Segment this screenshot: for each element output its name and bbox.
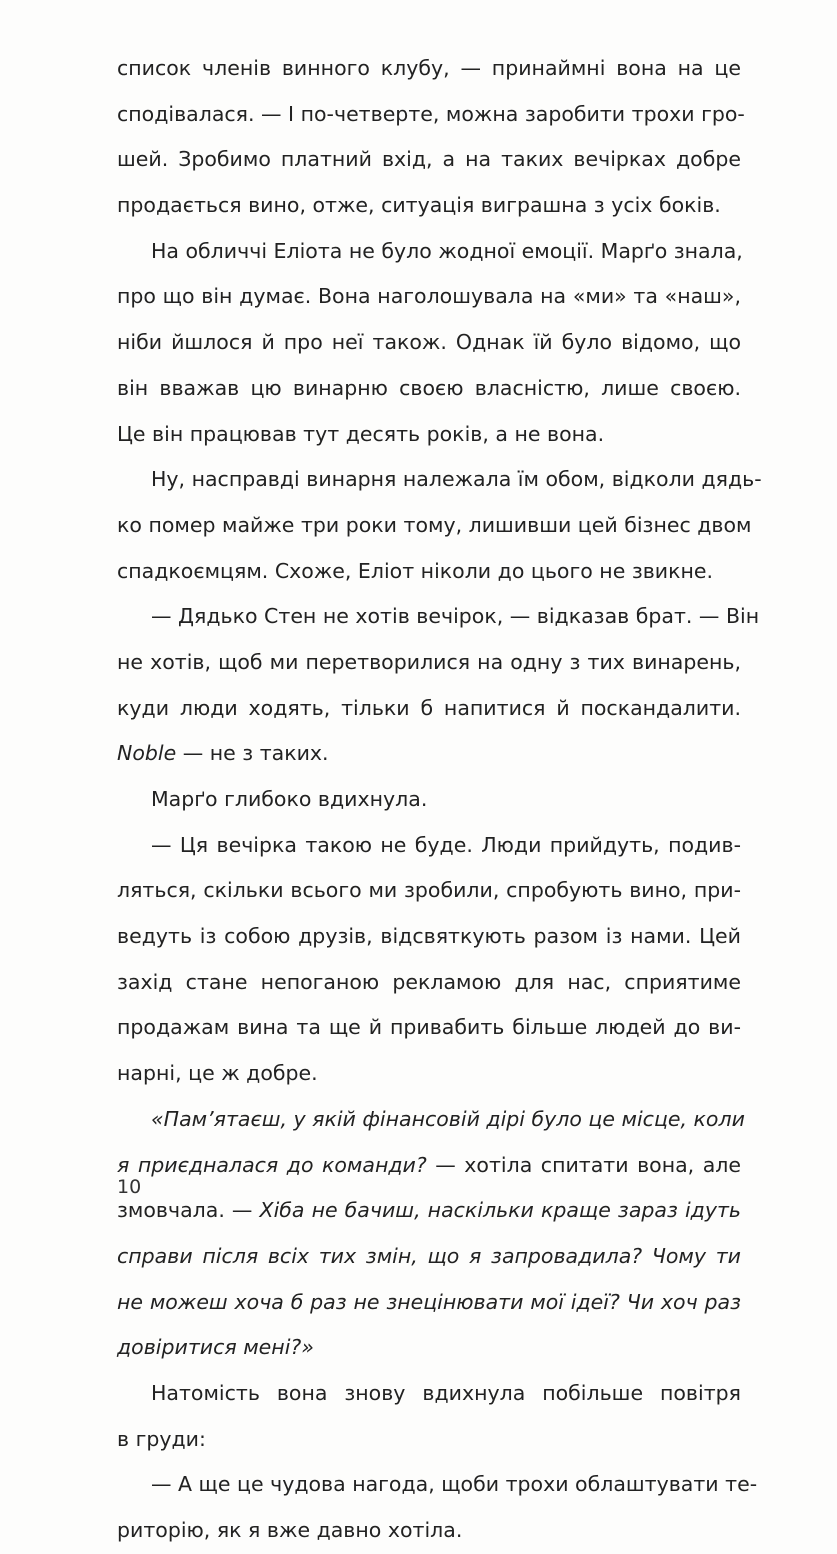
- text-line: [117, 731, 741, 777]
- text-line: — Дядько Стен не хотів вечірок, — відказав брат. — Він: [151, 604, 760, 629]
- text-line: продається вино, отже, ситуація виграшна з усіх боків.: [117, 193, 721, 218]
- text-line: риторію, як я вже давно хотіла.: [117, 1518, 463, 1542]
- text-line: ляться, скільки всього ми зробили, спробують вино, при-: [117, 878, 741, 903]
- text-fragment: — хотіла спитати вона, але: [426, 1152, 741, 1177]
- text-line: ведуть із собою друзів, відсвяткують разом із нами. Цей: [117, 924, 741, 949]
- text-line: Марґо глибоко вдихнула.: [151, 787, 428, 811]
- text-line: Це він працював тут десять років, а не вона.: [117, 421, 605, 446]
- text-line: «Пам’ятаєш, у якій фінансовій дірі було це місце, коли: [151, 1106, 745, 1131]
- text-line: спадкоємцям. Схоже, Еліот ніколи до цього не звикне.: [117, 558, 714, 583]
- text-line: куди люди ходять, тільки б напитися й поскандалити.: [117, 695, 741, 720]
- text-line: [117, 1188, 741, 1234]
- text-fragment: Хіба не бачиш, наскільки краще зараз ідуть: [259, 1198, 741, 1223]
- page-body: [117, 46, 762, 1554]
- text-fragment: я приєдналася до команди?: [117, 1152, 427, 1177]
- text-fragment: — не з таких.: [182, 741, 329, 766]
- text-line: — Ця вечірка такою не буде. Люди прийдуть, подив-: [151, 832, 741, 857]
- text-line: сподівалася. — І по-четверте, можна заробити трохи гро-: [117, 101, 745, 126]
- text-line: ніби йшлося й про неї також. Однак їй було відомо, що: [117, 330, 741, 355]
- text-line: справи після всіх тих змін, що я запровадила? Чому ти: [117, 1243, 741, 1268]
- text-line: нарні, це ж добре.: [117, 1061, 318, 1086]
- text-line: — А ще це чудова нагода, щоби трохи облаштувати те-: [151, 1472, 758, 1497]
- text-line: захід стане непоганою рекламою для нас, сприятиме: [117, 969, 741, 994]
- text-line: [117, 1143, 741, 1189]
- noble-brand-name: Noble: [117, 741, 177, 766]
- text-line: він вважав цю винарню своєю власністю, лише своєю.: [117, 375, 741, 400]
- text-line: На обличчі Еліота не було жодної емоції. Марґо знала,: [151, 238, 743, 263]
- text-line: в груди:: [117, 1426, 206, 1451]
- text-line: довіритися мені?»: [117, 1335, 314, 1360]
- text-line: шей. Зробимо платний вхід, а на таких вечірках добре: [117, 147, 741, 172]
- text-line: не хотів, щоб ми перетворилися на одну з тих винарень,: [117, 649, 741, 674]
- text-line: Ну, насправді винарня належала їм обом, відколи дядь-: [151, 467, 762, 492]
- page-number: 10: [117, 1176, 142, 1198]
- text-fragment: змовчала. —: [117, 1198, 260, 1223]
- text-line: продажам вина та ще й привабить більше людей до ви-: [117, 1015, 741, 1040]
- text-line: список членів винного клубу, — принаймні вона на це: [117, 56, 741, 80]
- text-line: Натомість вона знову вдихнула побільше повітря: [151, 1380, 741, 1405]
- text-line: не можеш хоча б раз не знецінювати мої ідеї? Чи хоч раз: [117, 1289, 741, 1314]
- text-line: ко помер майже три роки тому, лишивши цей бізнес двом: [117, 512, 752, 537]
- text-line: про що він думає. Вона наголошувала на «ми» та «наш»,: [117, 284, 741, 309]
